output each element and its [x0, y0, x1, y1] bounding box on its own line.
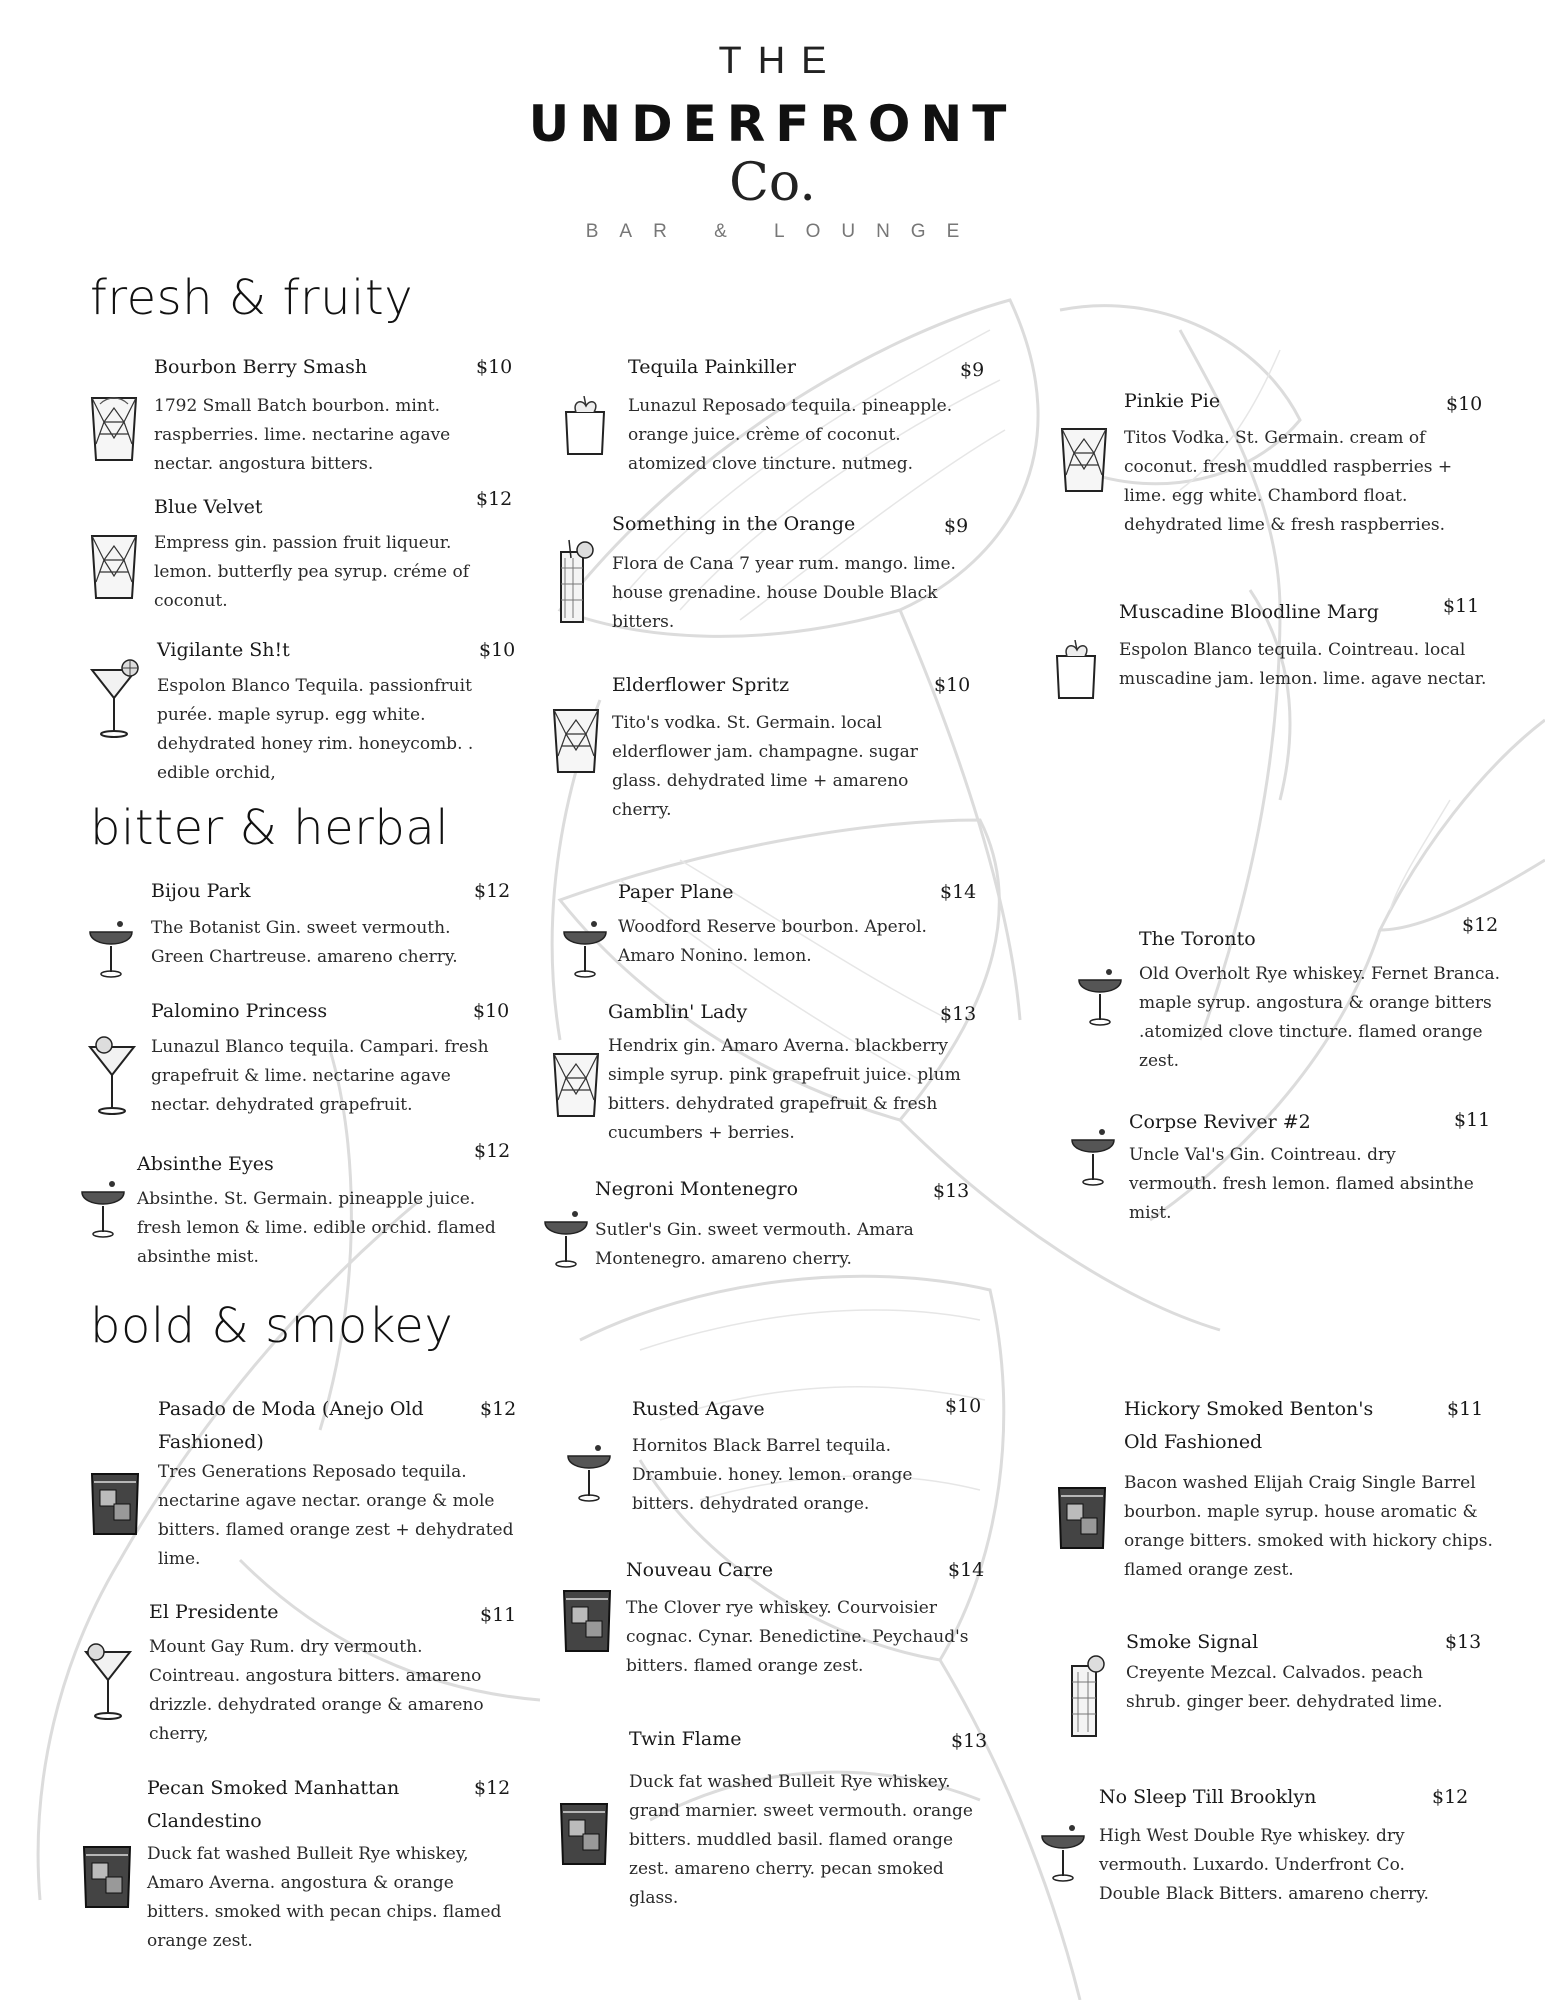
item-name: El Presidente	[149, 1601, 279, 1623]
item-name: Blue Velvet	[154, 496, 263, 518]
item-price: $10	[934, 674, 971, 696]
item-price: $10	[479, 639, 516, 661]
item-name: Corpse Reviver #2	[1129, 1111, 1311, 1133]
tiki-cup-icon	[1053, 640, 1099, 702]
highball-glass-icon	[1066, 1652, 1106, 1740]
item-description: Woodford Reserve bourbon. Aperol. Amaro Nonino. lemon.	[618, 917, 927, 966]
item-description: High West Double Rye whiskey. dry vermouth. Luxardo. Underfront Co. Double Black Bitters. amareno cherry.	[1099, 1826, 1429, 1904]
brand-subtitle: BAR & LOUNGE	[585, 221, 981, 242]
item-name: The Toronto	[1139, 928, 1256, 950]
menu-item	[612, 669, 992, 829]
item-description: The Botanist Gin. sweet vermouth. Green Chartreuse. amareno cherry.	[151, 918, 458, 967]
item-name: Paper Plane	[618, 881, 734, 903]
old-fashioned-glass-icon	[88, 1470, 142, 1538]
menu-item	[618, 876, 998, 976]
brand-name: UNDERFRONT	[528, 95, 1017, 153]
bar-header	[0, 40, 1545, 243]
coupe-glass-icon	[1070, 1126, 1116, 1188]
item-description: Lunazul Blanco tequila. Campari. fresh grapefruit & lime. nectarine agave nectar. dehydrated grapefruit.	[151, 1037, 489, 1115]
item-description: Uncle Val's Gin. Cointreau. dry vermouth. fresh lemon. flamed absinthe mist.	[1129, 1145, 1474, 1223]
menu-item	[1129, 1106, 1509, 1236]
item-price: $12	[476, 488, 513, 510]
rocks-glass-icon	[550, 706, 602, 776]
menu-item	[151, 875, 521, 975]
item-name: Something in the Orange	[612, 513, 856, 535]
item-price: $13	[933, 1180, 970, 1202]
item-name: Gamblin' Lady	[608, 1001, 748, 1023]
section-title-bitter-herbal: bitter & herbal	[90, 800, 450, 856]
menu-item	[595, 1173, 975, 1273]
item-price: $10	[473, 1000, 510, 1022]
menu-item	[629, 1723, 1009, 1913]
old-fashioned-glass-icon	[80, 1843, 134, 1911]
item-price: $10	[476, 356, 513, 378]
menu-item	[154, 488, 514, 611]
menu-item	[1124, 385, 1504, 545]
item-name: Vigilante Sh!t	[157, 639, 290, 661]
item-name: Bourbon Berry Smash	[154, 356, 368, 378]
old-fashioned-glass-icon	[557, 1800, 611, 1868]
item-price: $12	[1432, 1786, 1469, 1808]
menu-item	[1126, 1626, 1506, 1756]
item-name: Twin Flame	[629, 1728, 742, 1750]
item-price: $14	[940, 881, 977, 903]
item-price: $9	[944, 515, 969, 537]
menu-item	[1124, 1393, 1504, 1580]
item-description: Hornitos Black Barrel tequila. Drambuie. honey. lemon. orange bitters. dehydrated orange.	[632, 1436, 913, 1514]
item-description: Espolon Blanco tequila. Cointreau. local muscadine jam. lemon. lime. agave nectar.	[1119, 640, 1487, 689]
menu-item	[626, 1554, 1006, 1674]
menu-item	[612, 508, 992, 638]
old-fashioned-glass-icon	[560, 1587, 614, 1655]
tiki-cup-icon	[562, 396, 608, 458]
item-price: $10	[1446, 393, 1483, 415]
item-description: Duck fat washed Bulleit Rye whiskey, Amaro Averna. angostura & orange bitters. smoked with pecan chips. flamed orange zest.	[147, 1844, 502, 1951]
header-the: THE	[718, 40, 843, 82]
highball-glass-icon	[555, 538, 595, 626]
coupe-glass-icon	[543, 1208, 589, 1270]
section-title-bold-smokey: bold & smokey	[90, 1298, 454, 1354]
item-description: Flora de Cana 7 year rum. mango. lime. house grenadine. house Double Black bitters.	[612, 554, 956, 632]
menu-item	[608, 996, 988, 1156]
item-price: $12	[480, 1398, 517, 1420]
item-description: The Clover rye whiskey. Courvoisier cognac. Cynar. Benedictine. Peychaud's bitters. flamed orange zest.	[626, 1598, 969, 1676]
coupe-glass-icon	[1077, 966, 1123, 1028]
menu-item	[632, 1393, 1012, 1513]
menu-item	[628, 351, 998, 481]
menu-item	[157, 634, 517, 794]
menu-item	[147, 1772, 517, 1952]
item-price: $12	[474, 880, 511, 902]
item-description: Bacon washed Elijah Craig Single Barrel bourbon. maple syrup. house aromatic & orange bitters. smoked with hickory chips. flamed orange zest.	[1124, 1473, 1493, 1580]
item-name: Elderflower Spritz	[612, 674, 790, 696]
brand-co: Co.	[729, 153, 816, 213]
martini-glass-icon	[88, 658, 140, 740]
menu-item	[149, 1596, 519, 1746]
rocks-glass-icon	[1058, 425, 1110, 495]
item-price: $12	[1462, 914, 1499, 936]
menu-item	[1139, 914, 1519, 1083]
item-name: Bijou Park	[151, 880, 251, 902]
item-description: Absinthe. St. Germain. pineapple juice. fresh lemon & lime. edible orchid. flamed absinthe mist.	[137, 1189, 496, 1267]
item-name: Muscadine Bloodline Marg	[1119, 601, 1379, 623]
item-description: Creyente Mezcal. Calvados. peach shrub. ginger beer. dehydrated lime.	[1126, 1663, 1443, 1712]
item-price: $11	[1447, 1398, 1484, 1420]
item-description: Tres Generations Reposado tequila. nectarine agave nectar. orange & mole bitters. flamed orange zest + dehydrated lime.	[158, 1462, 514, 1569]
item-name: Pasado de Moda (Anejo Old Fashioned)	[158, 1398, 424, 1453]
item-name: Negroni Montenegro	[595, 1178, 799, 1200]
menu-item	[137, 1140, 517, 1275]
old-fashioned-glass-icon	[1055, 1484, 1109, 1552]
menu-item	[158, 1393, 528, 1583]
item-price: $11	[1454, 1109, 1491, 1131]
rocks-glass-icon	[88, 532, 140, 602]
item-name: Tequila Painkiller	[628, 356, 797, 378]
item-description: Duck fat washed Bulleit Rye whiskey. grand marnier. sweet vermouth. orange bitters. muddled basil. flamed orange zest. amareno cherry. pecan smoked glass.	[629, 1772, 973, 1908]
item-name: No Sleep Till Brooklyn	[1099, 1786, 1317, 1808]
item-price: $12	[474, 1140, 511, 1162]
coupe-glass-icon	[88, 918, 134, 980]
item-description: Sutler's Gin. sweet vermouth. Amara Montenegro. amareno cherry.	[595, 1220, 914, 1269]
item-description: 1792 Small Batch bourbon. mint. raspberries. lime. nectarine agave nectar. angostura bitters.	[154, 396, 451, 474]
item-name: Rusted Agave	[632, 1398, 765, 1420]
item-price: $10	[945, 1395, 982, 1417]
item-price: $11	[1443, 595, 1480, 617]
menu-item	[1099, 1781, 1499, 1911]
item-description: Lunazul Reposado tequila. pineapple. orange juice. crème of coconut. atomized clove tincture. nutmeg.	[628, 396, 953, 474]
item-description: Old Overholt Rye whiskey. Fernet Branca. maple syrup. angostura & orange bitters .atomized clove tincture. flamed orange zest.	[1139, 964, 1501, 1071]
coupe-glass-icon	[80, 1178, 126, 1240]
section-title-fresh-fruity: fresh & fruity	[90, 270, 414, 326]
item-name: Nouveau Carre	[626, 1559, 774, 1581]
item-price: $14	[948, 1559, 985, 1581]
menu-item	[151, 995, 531, 1125]
item-price: $13	[951, 1730, 988, 1752]
item-price: $13	[1445, 1631, 1482, 1653]
item-price: $13	[940, 1003, 977, 1025]
martini-glass-icon	[86, 1035, 138, 1117]
item-description: Mount Gay Rum. dry vermouth. Cointreau. angostura bitters. amareno drizzle. dehydrated orange & amareno cherry,	[149, 1637, 484, 1744]
rocks-glass-icon	[550, 1050, 602, 1120]
item-description: Espolon Blanco Tequila. passionfruit purée. maple syrup. egg white. dehydrated honey rim. honeycomb. . edible orchid,	[157, 676, 474, 783]
item-description: Empress gin. passion fruit liqueur. lemon. butterfly pea syrup. créme of coconut.	[154, 533, 470, 611]
coupe-glass-icon	[566, 1442, 612, 1504]
item-description: Hendrix gin. Amaro Averna. blackberry simple syrup. pink grapefruit juice. plum bitters. dehydrated grapefruit & fresh cucumbers + berries.	[608, 1036, 961, 1143]
item-name: Pecan Smoked Manhattan Clandestino	[147, 1777, 400, 1832]
item-price: $12	[474, 1777, 511, 1799]
item-name: Hickory Smoked Benton's Old Fashioned	[1124, 1398, 1374, 1453]
coupe-glass-icon	[562, 918, 608, 980]
item-description: Titos Vodka. St. Germain. cream of coconut. fresh muddled raspberries + lime. egg white. Chambord float. dehydrated lime & fresh raspberries.	[1124, 428, 1453, 535]
coupe-glass-icon	[1040, 1822, 1086, 1884]
item-price: $9	[960, 359, 985, 381]
item-name: Smoke Signal	[1126, 1631, 1259, 1653]
martini-glass-icon	[82, 1640, 134, 1722]
item-price: $11	[480, 1604, 517, 1626]
item-description: Tito's vodka. St. Germain. local elderflower jam. champagne. sugar glass. dehydrated lime + amareno cherry.	[612, 713, 918, 820]
rocks-glass-icon	[88, 394, 140, 464]
item-name: Absinthe Eyes	[137, 1153, 274, 1175]
menu-item	[154, 351, 514, 481]
menu-item	[1119, 596, 1509, 716]
item-name: Palomino Princess	[151, 1000, 328, 1022]
item-name: Pinkie Pie	[1124, 390, 1221, 412]
